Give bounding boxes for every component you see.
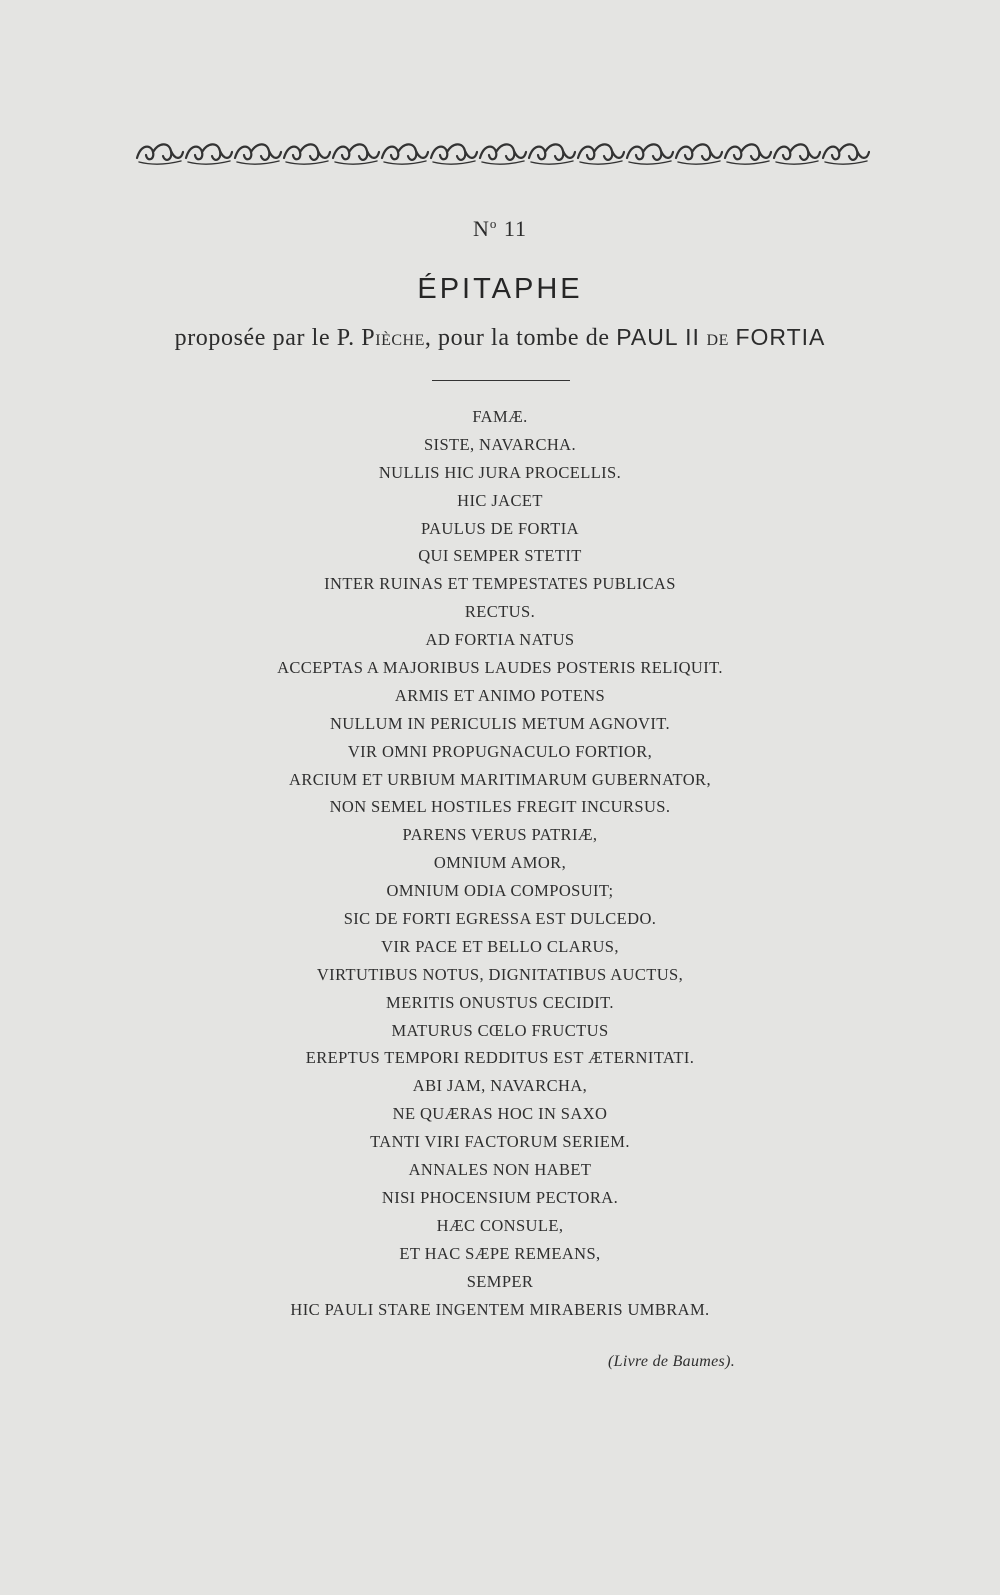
epitaph-line: HIC PAULI STARE INGENTEM MIRABERIS UMBRAM. — [290, 1299, 710, 1319]
subtitle: proposée par le P. PIÈCHE, pour la tombe de PAUL II DE FORTIA — [174, 324, 826, 351]
epitaph-line: RECTUS. — [464, 602, 536, 622]
epitaph-line: MATURUS CŒLO FRUCTUS — [391, 1020, 609, 1040]
epitaph-line: QUI SEMPER STETIT — [418, 546, 582, 566]
epitaph-line: MERITIS ONUSTUS CECIDIT. — [386, 992, 614, 1012]
epitaph-line: NE QUÆRAS HOC IN SAXO — [392, 1104, 608, 1124]
epitaph-line: INTER RUINAS ET TEMPESTATES PUBLICAS — [324, 574, 676, 594]
epitaph-line: ARCIUM ET URBIUM MARITIMARUM GUBERNATOR, — [289, 769, 711, 789]
divider-rule — [432, 380, 570, 381]
epitaph-line: NISI PHOCENSIUM PECTORA. — [381, 1187, 619, 1207]
decorative-border-ornament — [135, 138, 870, 168]
epitaph-line: SISTE, NAVARCHA. — [423, 434, 577, 454]
epitaph-line: SEMPER — [466, 1271, 534, 1291]
epitaph-line: NULLUM IN PERICULIS METUM AGNOVIT. — [329, 713, 671, 733]
source-citation: (Livre de Baumes). — [608, 1353, 735, 1370]
epitaph-line: OMNIUM AMOR, — [433, 853, 567, 873]
epitaph-line: EREPTUS TEMPORI REDDITUS EST ÆTERNITATI. — [305, 1048, 695, 1068]
epitaph-line: ANNALES NON HABET — [408, 1160, 592, 1180]
epitaph-line: ACCEPTAS A MAJORIBUS LAUDES POSTERIS RELIQUIT. — [277, 658, 723, 678]
epitaph-line: ET HAC SÆPE REMEANS, — [399, 1243, 601, 1263]
entry-number: $N^o$ 11 — [472, 216, 528, 241]
epitaph-line: FAMÆ. — [472, 407, 528, 426]
epitaph-text — [0, 403, 1000, 1323]
epitaph-line: VIR OMNI PROPUGNACULO FORTIOR, — [347, 741, 653, 761]
epitaph-line: VIRTUTIBUS NOTUS, DIGNITATIBUS AUCTUS, — [316, 964, 684, 984]
epitaph-line: PAULUS DE FORTIA — [421, 518, 579, 538]
epitaph-line: TANTI VIRI FACTORUM SERIEM. — [370, 1132, 630, 1152]
epitaph-line: HÆC CONSULE, — [436, 1215, 564, 1235]
epitaph-line: VIR PACE ET BELLO CLARUS, — [381, 936, 619, 956]
epitaph-line: ARMIS ET ANIMO POTENS — [394, 685, 606, 705]
page-title: ÉPITAPHE — [417, 273, 583, 305]
epitaph-line: ABI JAM, NAVARCHA, — [412, 1076, 588, 1096]
epitaph-line: SIC DE FORTI EGRESSA EST DULCEDO. — [343, 909, 657, 929]
epitaph-line: OMNIUM ODIA COMPOSUIT; — [386, 881, 614, 901]
epitaph-line: NON SEMEL HOSTILES FREGIT INCURSUS. — [329, 797, 671, 817]
epitaph-line: AD FORTIA NATUS — [425, 630, 575, 650]
epitaph-line: HIC JACET — [457, 490, 543, 510]
epitaph-line: NULLIS HIC JURA PROCELLIS. — [378, 462, 622, 482]
epitaph-line: PARENS VERUS PATRIÆ, — [402, 825, 598, 845]
